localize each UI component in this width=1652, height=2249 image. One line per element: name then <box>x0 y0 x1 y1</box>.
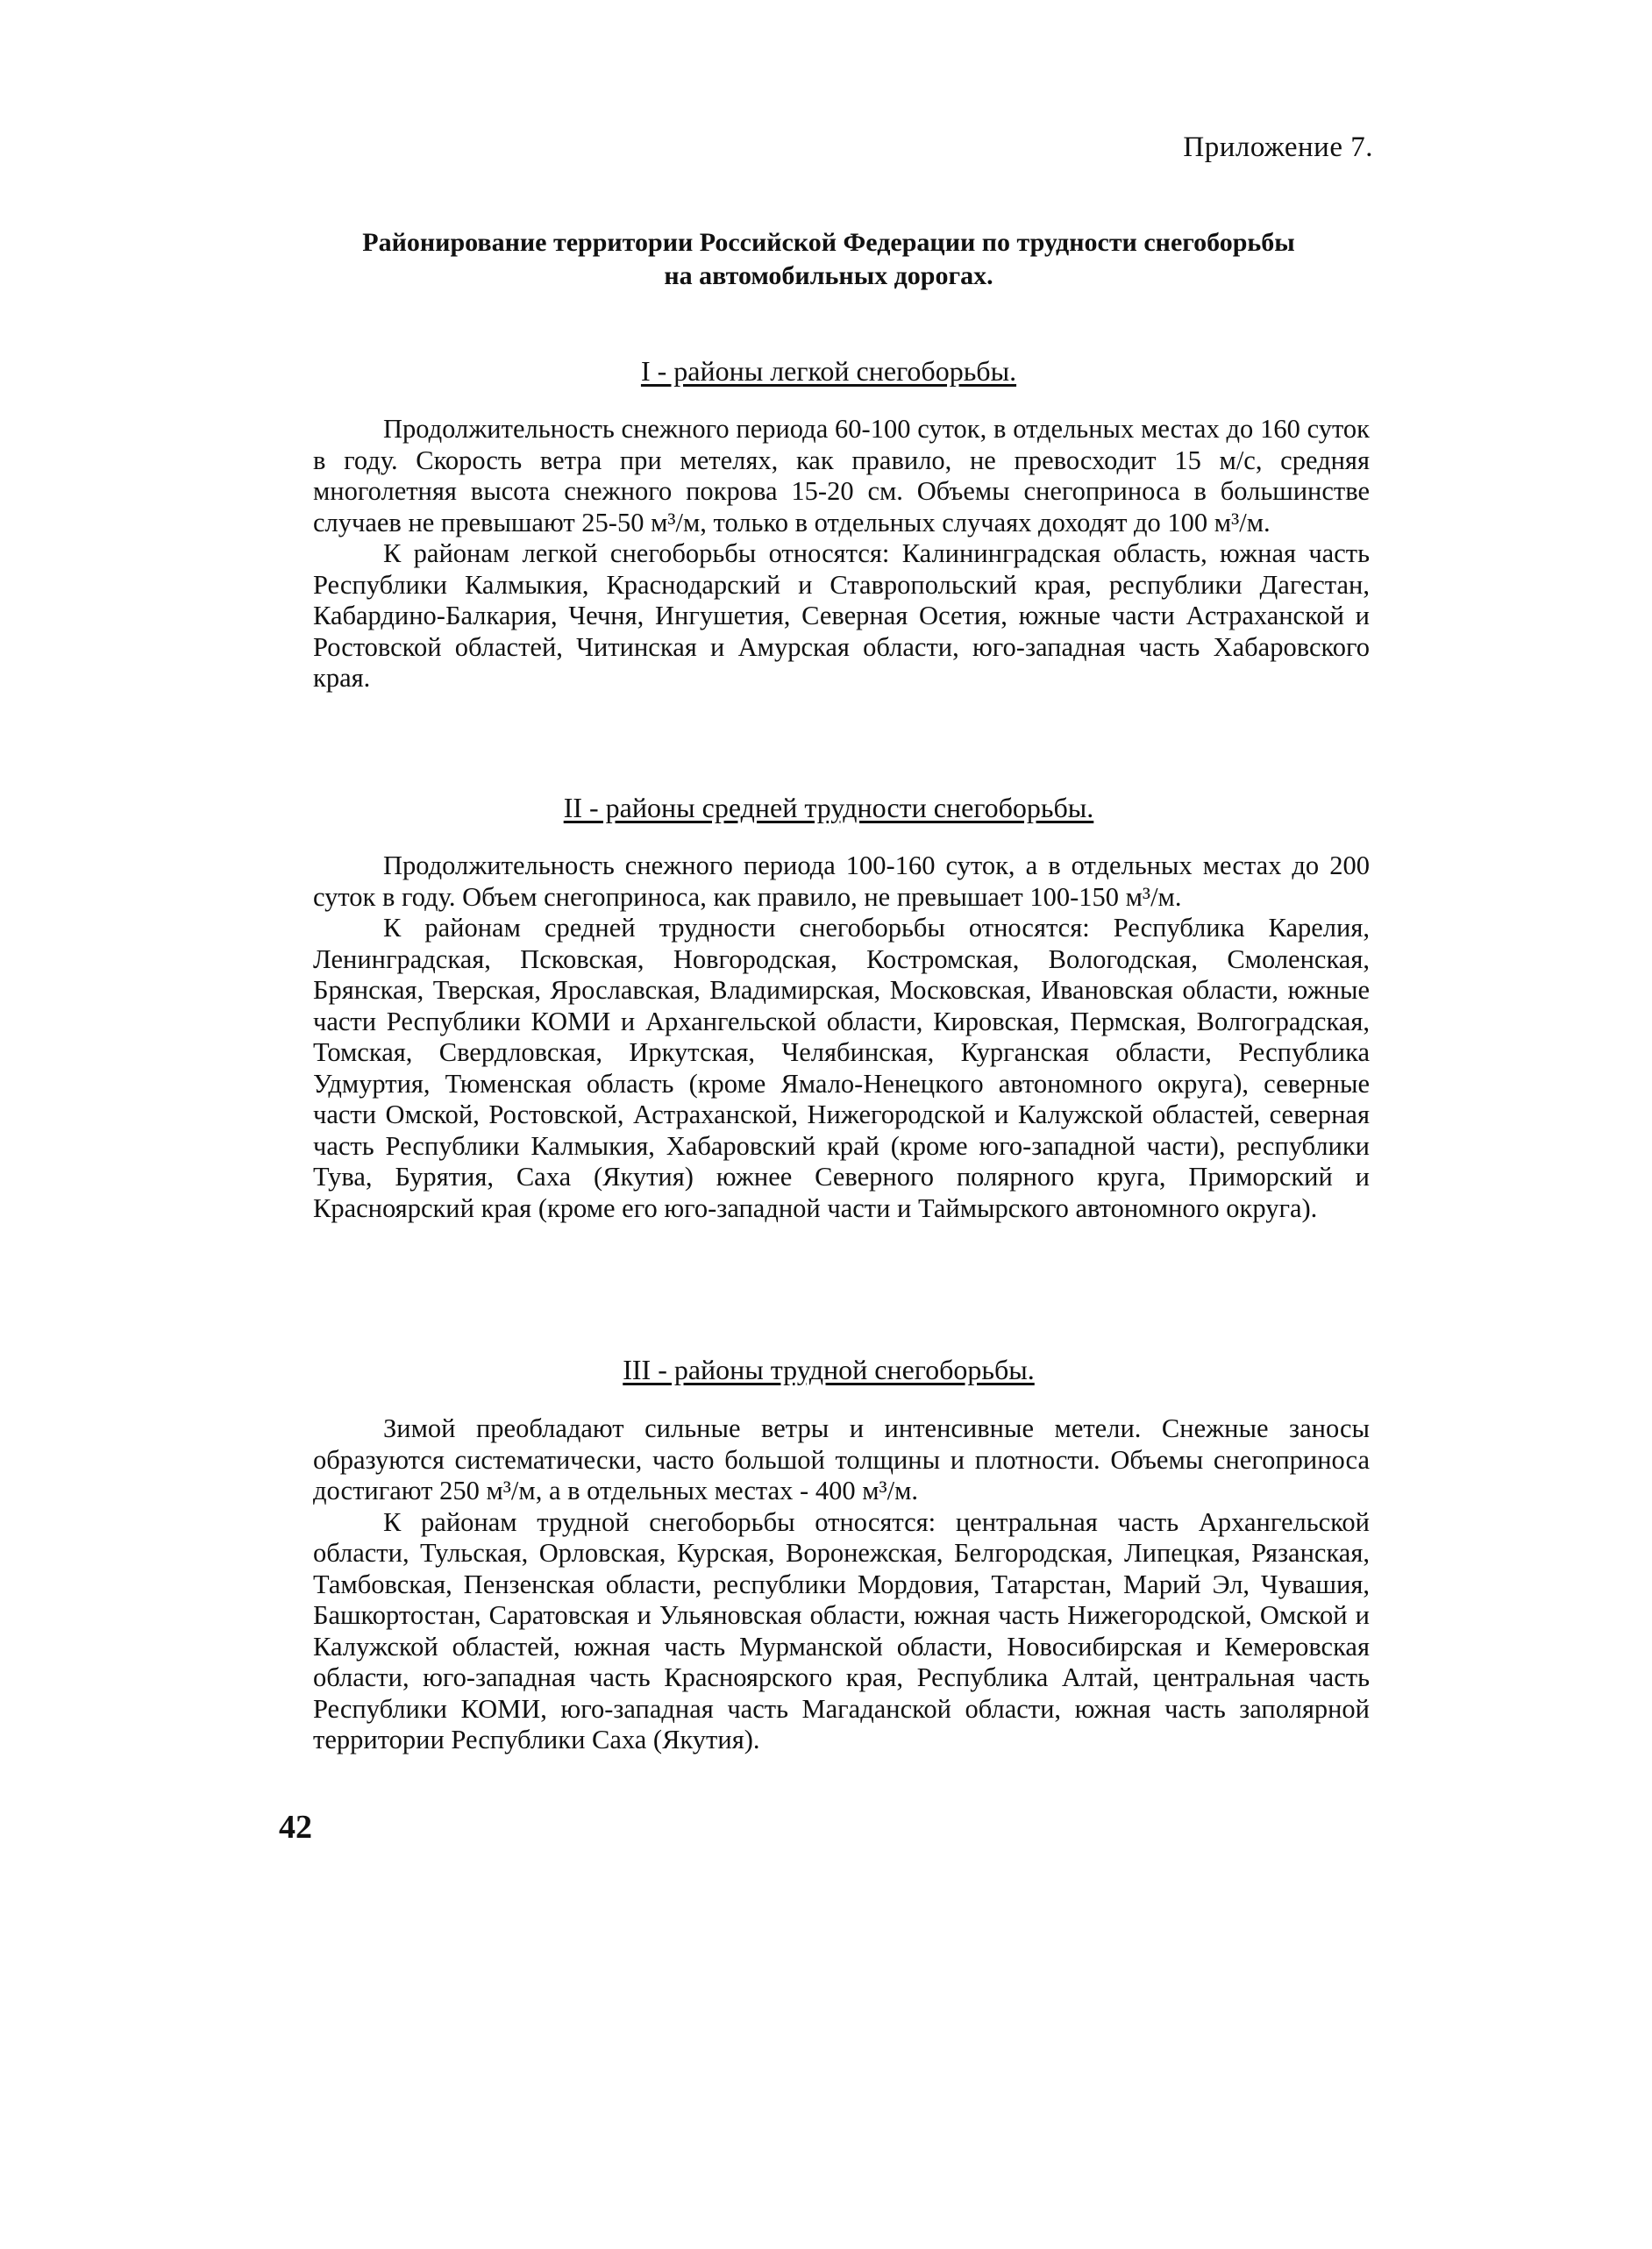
title-line-1: Районирование территории Российской Федерации по трудности снегоборьбы <box>362 228 1295 257</box>
document-title <box>263 226 1394 293</box>
section-1-paragraph-1: Продолжительность снежного периода 60-100 суток, в отдельных местах до 160 суток в году. Скорость ветра при метелях, как правило, не превосходит 15 м/с, средняя многолетняя высота снежного покрова 15-20 см. Объемы снегоприноса в большинстве случаев не превышают 25-50 м³/м, только в отдельных случаях доходят до 100 м³/м. <box>313 414 1370 537</box>
section-3-paragraph-1: Зимой преобладают сильные ветры и интенсивные метели. Снежные заносы образуются систематически, часто большой толщины и плотности. Объемы снегоприноса достигают 250 м³/м, а в отдельных местах - 400 м³/м. <box>313 1413 1370 1505</box>
title-line-2: на автомобильных дорогах. <box>664 261 993 290</box>
section-1-body <box>313 414 1370 694</box>
section-1-paragraph-2: К районам легкой снегоборьбы относятся: Калининградская область, южная часть Республики Калмыкия, Краснодарский и Ставропольский края, республики Дагестан, Кабардино-Балкария, Чечня, Ингушетия, Северная Осетия, южные части Астраханской и Ростовской областей, Читинская и Амурская области, юго-западная часть Хабаровского края. <box>313 538 1370 693</box>
section-2-heading: II - районы средней трудности снегоборьбы. <box>563 792 1094 823</box>
section-2-paragraph-1: Продолжительность снежного периода 100-160 суток, а в отдельных местах до 200 суток в году. Объем снегоприноса, как правило, не превышает 100-150 м³/м. <box>313 850 1370 912</box>
section-3-paragraph-2: К районам трудной снегоборьбы относятся: центральная часть Архангельской области, Тульская, Орловская, Курская, Воронежская, Белгородская, Липецкая, Рязанская, Тамбовская, Пензенская области, республики Мордовия, Татарстан, Марий Эл, Чувашия, Башкортостан, Саратовская и Ульяновская области, южная часть Нижегородской, Омской и Калужской областей, южная часть Мурманской области, Новосибирская и Кемеровская области, юго-западная часть Красноярского края, Республика Алтай, центральная часть Республики КОМИ, юго-западная часть Магаданской области, южная часть заполярной территории Республики Саха (Якутия). <box>313 1506 1370 1754</box>
section-2-paragraph-2: К районам средней трудности снегоборьбы относятся: Республика Карелия, Ленинградская, Псковская, Новгородская, Костромская, Вологодская, Смоленская, Брянская, Тверская, Ярославская, Владимирская, Московская, Ивановская области, южные части Республики КОМИ и Архангельской области, Кировская, Пермская, Волгоградская, Томская, Свердловская, Иркутская, Челябинская, Курганская области, Республика Удмуртия, Тюменская область (кроме Ямало-Ненецкого автономного округа), северные части Омской, Ростовской, Астраханской, Нижегородской и Калужской областей, северная часть Республики Калмыкия, Хабаровский край (кроме юго-западной части), республики Тува, Бурятия, Саха (Якутия) южнее Северного полярного круга, Приморский и Красноярский края (кроме его юго-западной части и Таймырского автономного округа). <box>313 913 1370 1223</box>
section-1-heading: I - районы легкой снегоборьбы. <box>640 355 1017 387</box>
section-2-body <box>313 850 1370 1224</box>
section-3-body <box>313 1413 1370 1756</box>
section-3-heading: III - районы трудной снегоборьбы. <box>623 1354 1035 1385</box>
page-number: 42 <box>279 1809 312 1846</box>
appendix-label: Приложение 7. <box>1183 132 1373 163</box>
